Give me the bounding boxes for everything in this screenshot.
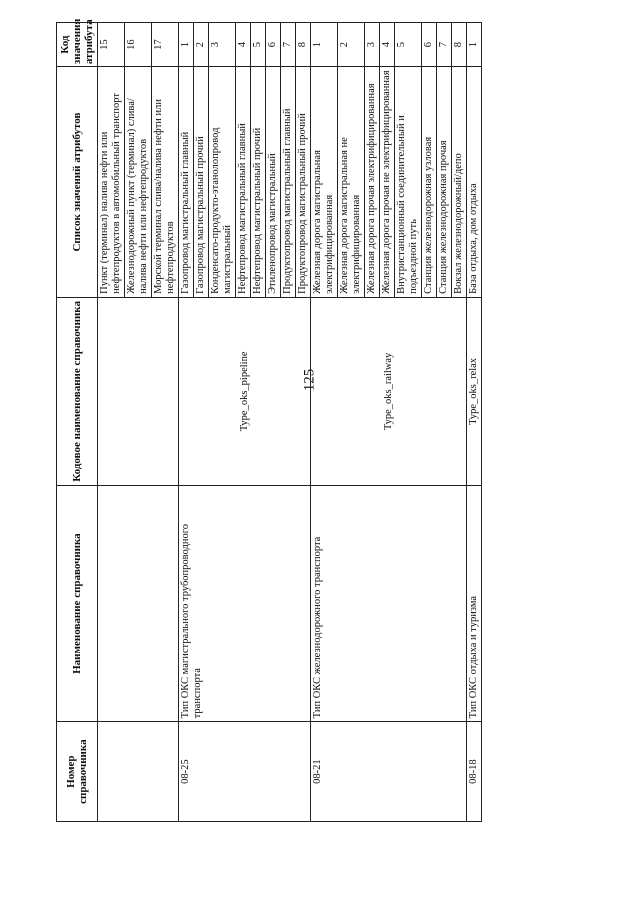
group-number-cell: 08-21 [311, 722, 467, 822]
header-values: Список значений атрибутов [57, 67, 98, 298]
table-header-row [57, 23, 98, 822]
attribute-code-cell: 15 [98, 23, 125, 67]
attribute-code-cell: 2 [338, 23, 365, 67]
attribute-code-cell: 1 [179, 23, 194, 67]
group-name-cell: Тип ОКС магистрального трубопроводного транспорта [179, 485, 311, 721]
page-number-text: 125 [301, 368, 318, 392]
table-row [311, 23, 338, 822]
group-number-cell: 08-18 [467, 722, 482, 822]
group-code-cell [98, 297, 179, 485]
group-number-cell [98, 722, 179, 822]
attribute-code-cell: 4 [380, 23, 395, 67]
attribute-code-cell: 5 [395, 23, 422, 67]
attribute-value-cell: Газопровод магистральный прочий [194, 67, 209, 298]
attribute-code-cell: 4 [236, 23, 251, 67]
attribute-code-cell: 17 [152, 23, 179, 67]
reference-table [56, 18, 482, 822]
group-number-cell: 08-25 [179, 722, 311, 822]
rotated-table-sheet [56, 18, 596, 822]
attribute-code-cell: 8 [452, 23, 467, 67]
attribute-code-cell: 2 [194, 23, 209, 67]
attribute-code-cell: 3 [365, 23, 380, 67]
attribute-value-cell: Продуктопровод магистральный главный [281, 67, 296, 298]
attribute-value-cell: База отдыха, дом отдыха [467, 67, 482, 298]
attribute-code-cell: 16 [125, 23, 152, 67]
attribute-code-cell: 6 [422, 23, 437, 67]
attribute-code-cell: 1 [311, 23, 338, 67]
group-code-cell: Type_oks_railway [311, 297, 467, 485]
table-row [179, 23, 194, 822]
attribute-value-cell: Вокзал железнодорожный/депо [452, 67, 467, 298]
attribute-code-cell: 5 [251, 23, 266, 67]
attribute-value-cell: Железная дорога магистральная не электрифицированная [338, 67, 365, 298]
group-name-cell: Тип ОКС отдыха и туризма [467, 485, 482, 721]
attribute-code-cell: 6 [266, 23, 281, 67]
header-attribute-code: Код значения атрибута [57, 23, 98, 67]
attribute-code-cell: 7 [281, 23, 296, 67]
attribute-value-cell: Железная дорога магистральная электрифицированная [311, 67, 338, 298]
attribute-value-cell: Станция железнодорожная прочая [437, 67, 452, 298]
header-number: Номер справочника [57, 722, 98, 822]
group-name-cell: Тип ОКС железнодорожного транспорта [311, 485, 467, 721]
attribute-value-cell: Газопровод магистральный главный [179, 67, 194, 298]
header-name: Наименование справочника [57, 485, 98, 721]
attribute-value-cell: Железнодорожный пункт (терминал) слива/налива нефти или нефтепродуктов [125, 67, 152, 298]
attribute-code-cell: 8 [296, 23, 311, 67]
attribute-value-cell: Железная дорога прочая электрифицированная [365, 67, 380, 298]
attribute-value-cell: Этиленопровод магистральный [266, 67, 281, 298]
header-code-name: Кодовое наименование справочника [57, 297, 98, 485]
group-code-cell: Type_oks_relax [467, 297, 482, 485]
attribute-value-cell: Пункт (терминал) налива нефти или нефтепродуктов в автомобильный транспорт [98, 67, 125, 298]
attribute-value-cell: Нефтепровод магистральный прочий [251, 67, 266, 298]
attribute-code-cell: 3 [209, 23, 236, 67]
group-code-cell: Type_oks_pipeline [179, 297, 311, 485]
group-name-cell [98, 485, 179, 721]
attribute-value-cell: Железная дорога прочая не электрифицированная [380, 67, 395, 298]
table-row [98, 23, 125, 822]
attribute-value-cell: Продуктопровод магистральный прочий [296, 67, 311, 298]
attribute-value-cell: Морской терминал слива/налива нефти или нефтепродуктов [152, 67, 179, 298]
attribute-code-cell: 1 [467, 23, 482, 67]
attribute-value-cell: Нефтепровод магистральный главный [236, 67, 251, 298]
attribute-value-cell: Конденсато-продукто-этанолопровод магистральный [209, 67, 236, 298]
table-row [467, 23, 482, 822]
attribute-code-cell: 7 [437, 23, 452, 67]
attribute-value-cell: Станция железнодорожная узловая [422, 67, 437, 298]
attribute-value-cell: Внутристанционный соединительный и подъездной путь [395, 67, 422, 298]
table-body [98, 23, 482, 822]
